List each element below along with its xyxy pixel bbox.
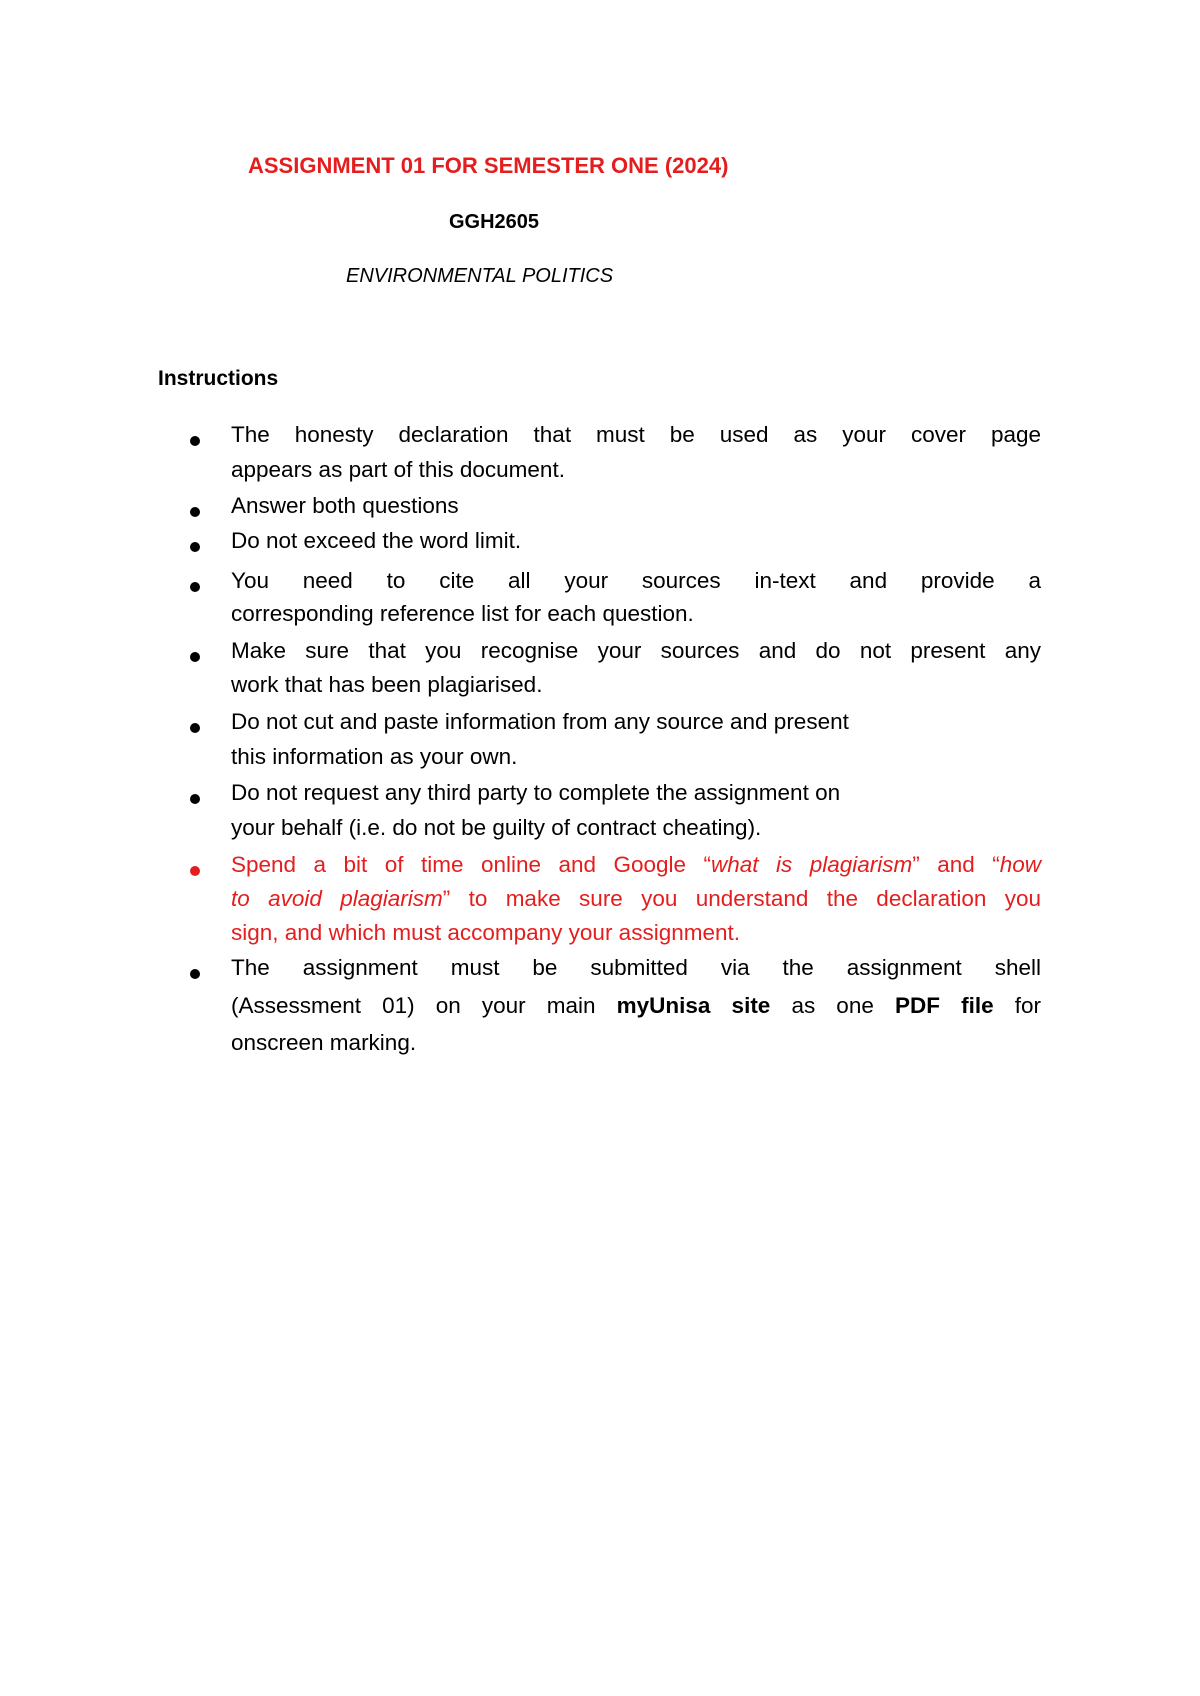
instruction-line: Answer both questions: [231, 493, 459, 518]
instruction-line: onscreen marking.: [231, 1030, 417, 1055]
instruction-text: (Assessment 01) on your main: [231, 993, 596, 1018]
assignment-title: ASSIGNMENT 01 FOR SEMESTER ONE (2024): [248, 153, 729, 178]
instruction-line: Make sure that you recognise your sources and do not present any: [231, 638, 1041, 663]
instruction-line: sign, and which must accompany your assignment.: [231, 920, 740, 945]
instruction-text: ” to make sure you understand the declaration you: [442, 886, 1041, 911]
bullet-icon: [190, 542, 200, 552]
instruction-text: as one: [791, 993, 874, 1018]
instruction-text: ” and “: [912, 852, 1000, 877]
instruction-line: appears as part of this document.: [231, 457, 565, 482]
bullet-icon: [190, 723, 200, 733]
instruction-line: The assignment must be submitted via the assignment shell: [231, 955, 1041, 980]
instruction-line: work that has been plagiarised.: [231, 672, 543, 697]
module-code: GGH2605: [449, 211, 540, 233]
bold-text: PDF file: [894, 993, 994, 1018]
bold-text: myUnisa site: [616, 993, 771, 1018]
emphasis-text: how: [999, 852, 1041, 877]
instruction-line: Do not cut and paste information from any source and present: [231, 709, 849, 734]
bullet-icon: [190, 652, 200, 662]
instruction-line: this information as your own.: [231, 744, 518, 769]
instruction-line: The honesty declaration that must be used as your cover page: [231, 422, 1041, 447]
instruction-text: Spend a bit of time online and Google “: [231, 852, 711, 877]
instruction-text: for: [1014, 993, 1041, 1018]
instructions-heading: Instructions: [158, 367, 279, 390]
instruction-line: [231, 993, 1041, 1019]
bullet-icon: [190, 582, 200, 592]
instruction-line: [231, 852, 1041, 878]
bullet-icon: [190, 507, 200, 517]
instruction-line: your behalf (i.e. do not be guilty of contract cheating).: [231, 815, 762, 840]
bullet-icon: [190, 436, 200, 446]
instruction-line: corresponding reference list for each question.: [231, 601, 694, 626]
instruction-line: [231, 886, 1041, 912]
bullet-icon: [190, 794, 200, 804]
instruction-line: Do not request any third party to complete the assignment on: [231, 780, 841, 805]
instruction-line: Do not exceed the word limit.: [231, 528, 522, 553]
bullet-icon: [190, 866, 200, 876]
bullet-icon: [190, 969, 200, 979]
module-name: ENVIRONMENTAL POLITICS: [346, 265, 614, 287]
emphasis-text: what is plagiarism: [711, 852, 913, 877]
instruction-line: You need to cite all your sources in-text and provide a: [231, 568, 1041, 593]
emphasis-text: to avoid plagiarism: [231, 886, 443, 911]
